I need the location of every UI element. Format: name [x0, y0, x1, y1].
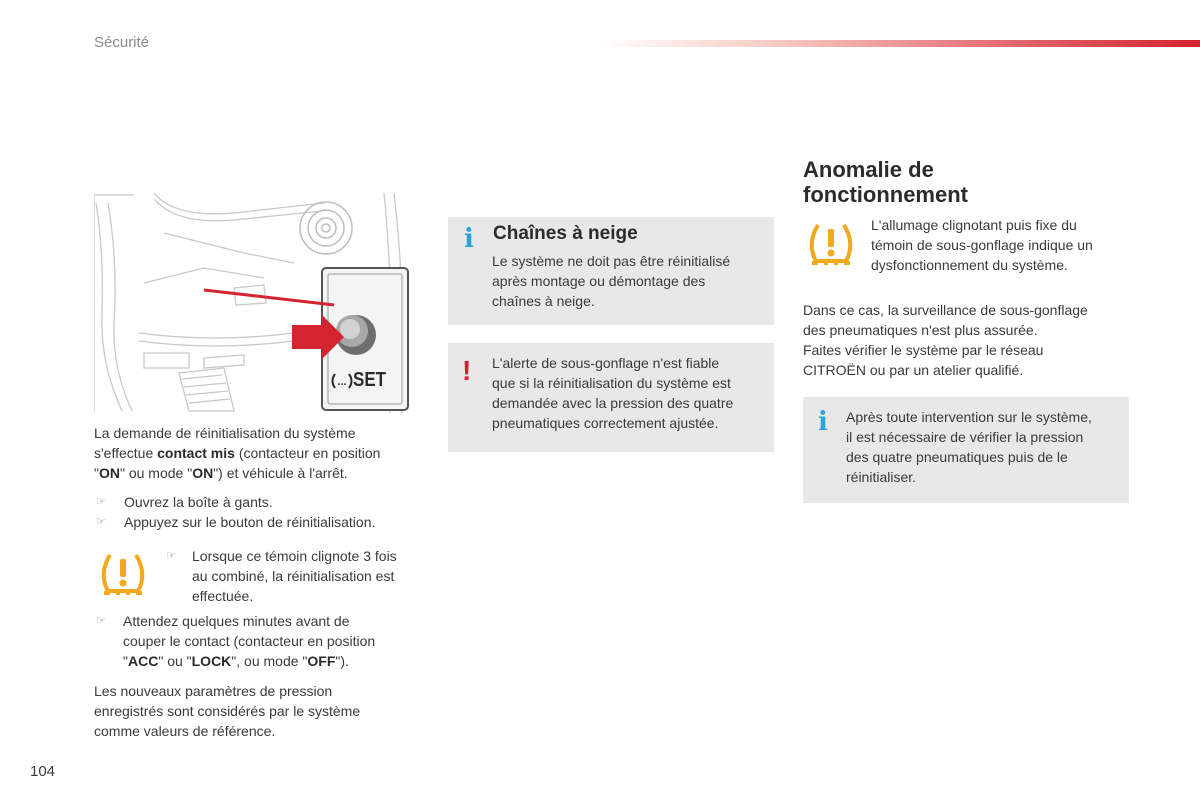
snow-chains-info-box — [448, 217, 774, 325]
step-4-line-2: couper le contact (contacteur en position — [123, 633, 376, 649]
intervention-line-1: Après toute intervention sur le système, — [846, 409, 1092, 425]
page-number: 104 — [30, 763, 56, 780]
step-4-line-1: Attendez quelques minutes avant de — [123, 613, 350, 629]
tpms-warning-icon — [806, 221, 856, 267]
intro-paragraph — [94, 423, 434, 483]
snow-chains-title: Chaînes à neige — [493, 223, 638, 244]
malfunction-line-1: Dans ce cas, la surveillance de sous-gonflage — [803, 302, 1088, 318]
step-2-text: Appuyez sur le bouton de réinitialisation. — [124, 514, 376, 530]
warning-line-2: que si la réinitialisation du système est — [492, 375, 731, 391]
step-3-line-3: effectuée. — [192, 588, 254, 604]
warning-line-4: pneumatiques correctement ajustée. — [492, 415, 719, 431]
after-intervention-info-box — [803, 397, 1129, 503]
outro-paragraph — [94, 681, 434, 741]
dashboard-illustration — [94, 193, 412, 413]
info-icon: i — [818, 407, 828, 437]
step-3-line-1: Lorsque ce témoin clignote 3 fois — [192, 548, 397, 564]
intro-line-1: La demande de réinitialisation du système — [94, 425, 356, 441]
step-1-text: Ouvrez la boîte à gants. — [124, 494, 273, 510]
exclamation-icon: ! — [462, 355, 472, 386]
intervention-line-3: des quatre pneumatiques puis de le — [846, 449, 1068, 465]
warning-light-line-3: dysfonctionnement du système. — [871, 257, 1068, 273]
info-icon: i — [464, 224, 474, 254]
snow-chains-line-3: chaînes à neige. — [492, 293, 595, 309]
tpms-warning-icon — [98, 551, 148, 602]
heading-line-1: Anomalie de — [803, 157, 934, 182]
warning-light-description — [871, 215, 1161, 275]
intervention-line-4: réinitialiser. — [846, 469, 917, 485]
malfunction-line-4: CITROËN ou par un atelier qualifié. — [803, 362, 1024, 378]
malfunction-line-2: des pneumatiques n'est plus assurée. — [803, 322, 1038, 338]
header-accent-bar — [600, 40, 1200, 47]
snow-chains-line-2: après montage ou démontage des — [492, 273, 706, 289]
warning-line-1: L'alerte de sous-gonflage n'est fiable — [492, 355, 720, 371]
snow-chains-line-1: Le système ne doit pas être réinitialisé — [492, 253, 731, 269]
hand-pointer-icon: ☞ — [96, 615, 106, 627]
hand-pointer-icon: ☞ — [96, 496, 106, 508]
section-label: Sécurité — [94, 34, 150, 51]
tpms-warning-icon-right — [806, 221, 856, 272]
outro-line-3: comme valeurs de référence. — [94, 723, 276, 739]
warning-line-3: demandée avec la pression des quatre — [492, 395, 734, 411]
intro-line-2: s'effectue contact mis (contacteur en position — [94, 445, 381, 461]
warning-light-line-1: L'allumage clignotant puis fixe du — [871, 217, 1077, 233]
hand-pointer-icon: ☞ — [96, 516, 106, 528]
malfunction-paragraph — [803, 300, 1143, 380]
intro-line-3: "ON" ou mode "ON") et véhicule à l'arrêt. — [94, 465, 348, 481]
set-label: SET — [353, 369, 387, 391]
malfunction-heading — [803, 157, 968, 207]
hand-pointer-icon: ☞ — [166, 550, 176, 562]
step-4-line-3: "ACC" ou "LOCK", ou mode "OFF"). — [123, 653, 349, 669]
malfunction-line-3: Faites vérifier le système par le réseau — [803, 342, 1044, 358]
step-3-line-2: au combiné, la réinitialisation est — [192, 568, 395, 584]
outro-line-2: enregistrés sont considérés par le système — [94, 703, 361, 719]
outro-line-1: Les nouveaux paramètres de pression — [94, 683, 333, 699]
warning-light-line-2: témoin de sous-gonflage indique un — [871, 237, 1093, 253]
svg-text:...: ... — [337, 376, 347, 388]
pressure-warning-box — [448, 343, 774, 452]
intervention-line-2: il est nécessaire de vérifier la pression — [846, 429, 1084, 445]
heading-line-2: fonctionnement — [803, 182, 968, 207]
